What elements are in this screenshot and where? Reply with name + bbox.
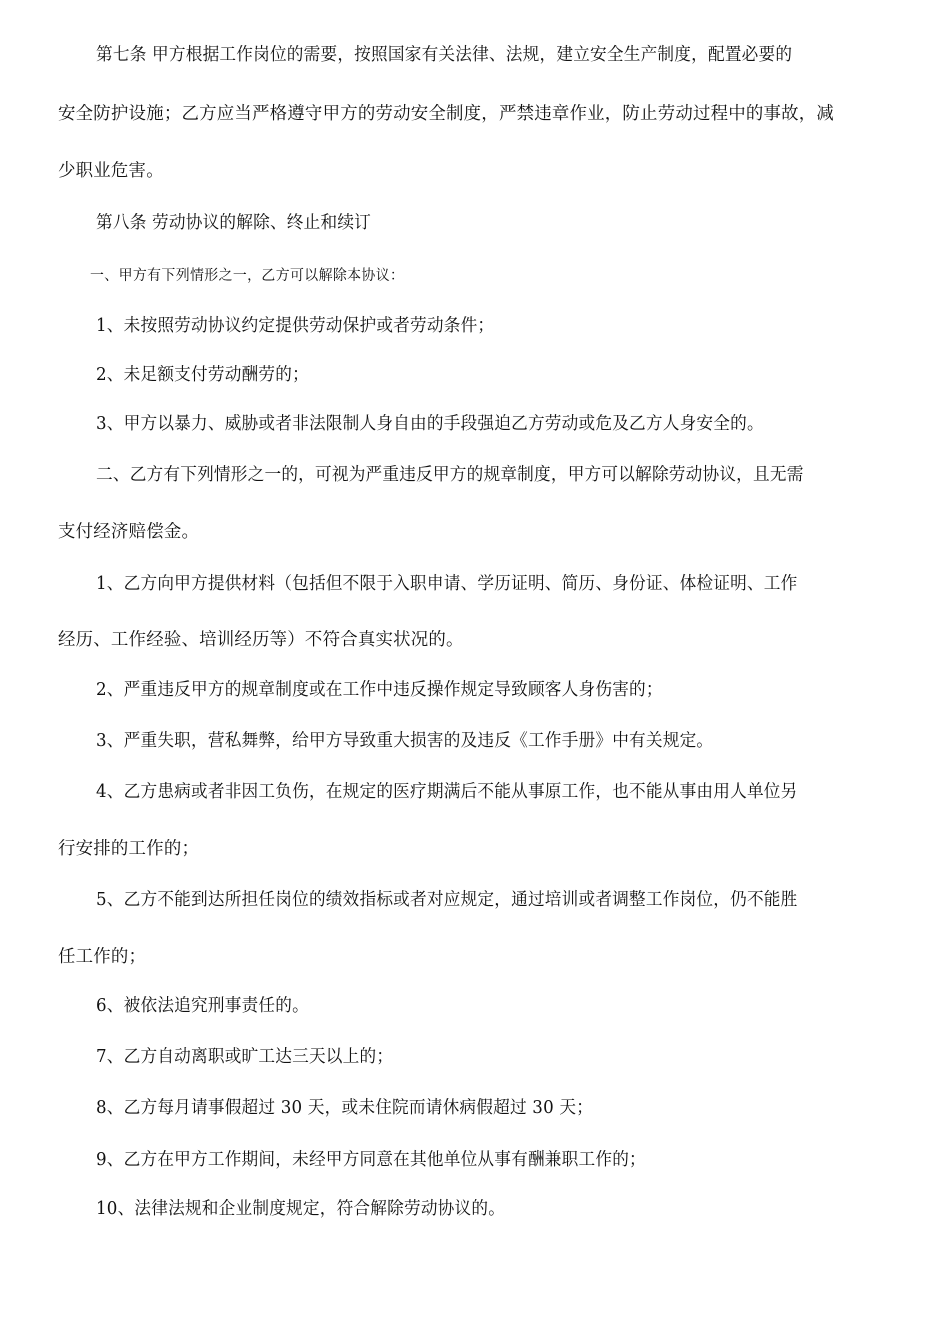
section-2-item-8: 8、乙方每月请事假超过 30 天，或未住院而请休病假超过 30 天； [96, 1098, 594, 1118]
section-1-item-1: 1、未按照劳动协议约定提供劳动保护或者劳动条件； [96, 316, 495, 336]
section-2-heading-line-1: 二、乙方有下列情形之一的，可视为严重违反甲方的规章制度，甲方可以解除劳动协议，且无需 [96, 465, 804, 485]
article-8-heading: 第八条 劳动协议的解除、终止和续订 [96, 213, 372, 233]
section-2-item-1-line-2: 经历、工作经验、培训经历等）不符合真实状况的。 [58, 630, 464, 650]
section-1-heading: 一、甲方有下列情形之一，乙方可以解除本协议： [90, 268, 405, 284]
section-2-item-4-line-2: 行安排的工作的； [58, 839, 200, 859]
article-7-line-2: 安全防护设施；乙方应当严格遵守甲方的劳动安全制度，严禁违章作业，防止劳动过程中的事故，减 [58, 104, 835, 124]
section-1-item-2: 2、未足额支付劳动酬劳的； [96, 365, 309, 385]
section-1-item-3: 3、甲方以暴力、威胁或者非法限制人身自由的手段强迫乙方劳动或危及乙方人身安全的。 [96, 414, 764, 434]
section-2-item-10: 10、法律法规和企业制度规定，符合解除劳动协议的。 [96, 1199, 506, 1219]
section-2-item-1-line-1: 1、乙方向甲方提供材料（包括但不限于入职申请、学历证明、简历、身份证、体检证明、工作 [96, 574, 798, 594]
article-7-line-3: 少职业危害。 [58, 161, 164, 181]
article-7-line-1: 第七条 甲方根据工作岗位的需要，按照国家有关法律、法规，建立安全生产制度，配置必要的 [96, 45, 793, 65]
section-2-item-4-line-1: 4、乙方患病或者非因工负伤，在规定的医疗期满后不能从事原工作，也不能从事由用人单位另 [96, 782, 798, 802]
section-2-item-9: 9、乙方在甲方工作期间，未经甲方同意在其他单位从事有酬兼职工作的； [96, 1150, 646, 1170]
section-2-item-5-line-1: 5、乙方不能到达所担任岗位的绩效指标或者对应规定，通过培训或者调整工作岗位，仍不能胜 [96, 890, 798, 910]
section-2-heading-line-2: 支付经济赔偿金。 [58, 522, 200, 542]
section-2-item-2: 2、严重违反甲方的规章制度或在工作中违反操作规定导致顾客人身伤害的； [96, 680, 663, 700]
section-2-item-6: 6、被依法追究刑事责任的。 [96, 996, 309, 1016]
section-2-item-3: 3、严重失职，营私舞弊，给甲方导致重大损害的及违反《工作手册》中有关规定。 [96, 731, 714, 751]
section-2-item-7: 7、乙方自动离职或旷工达三天以上的； [96, 1047, 394, 1067]
section-2-item-5-line-2: 任工作的； [58, 947, 147, 967]
